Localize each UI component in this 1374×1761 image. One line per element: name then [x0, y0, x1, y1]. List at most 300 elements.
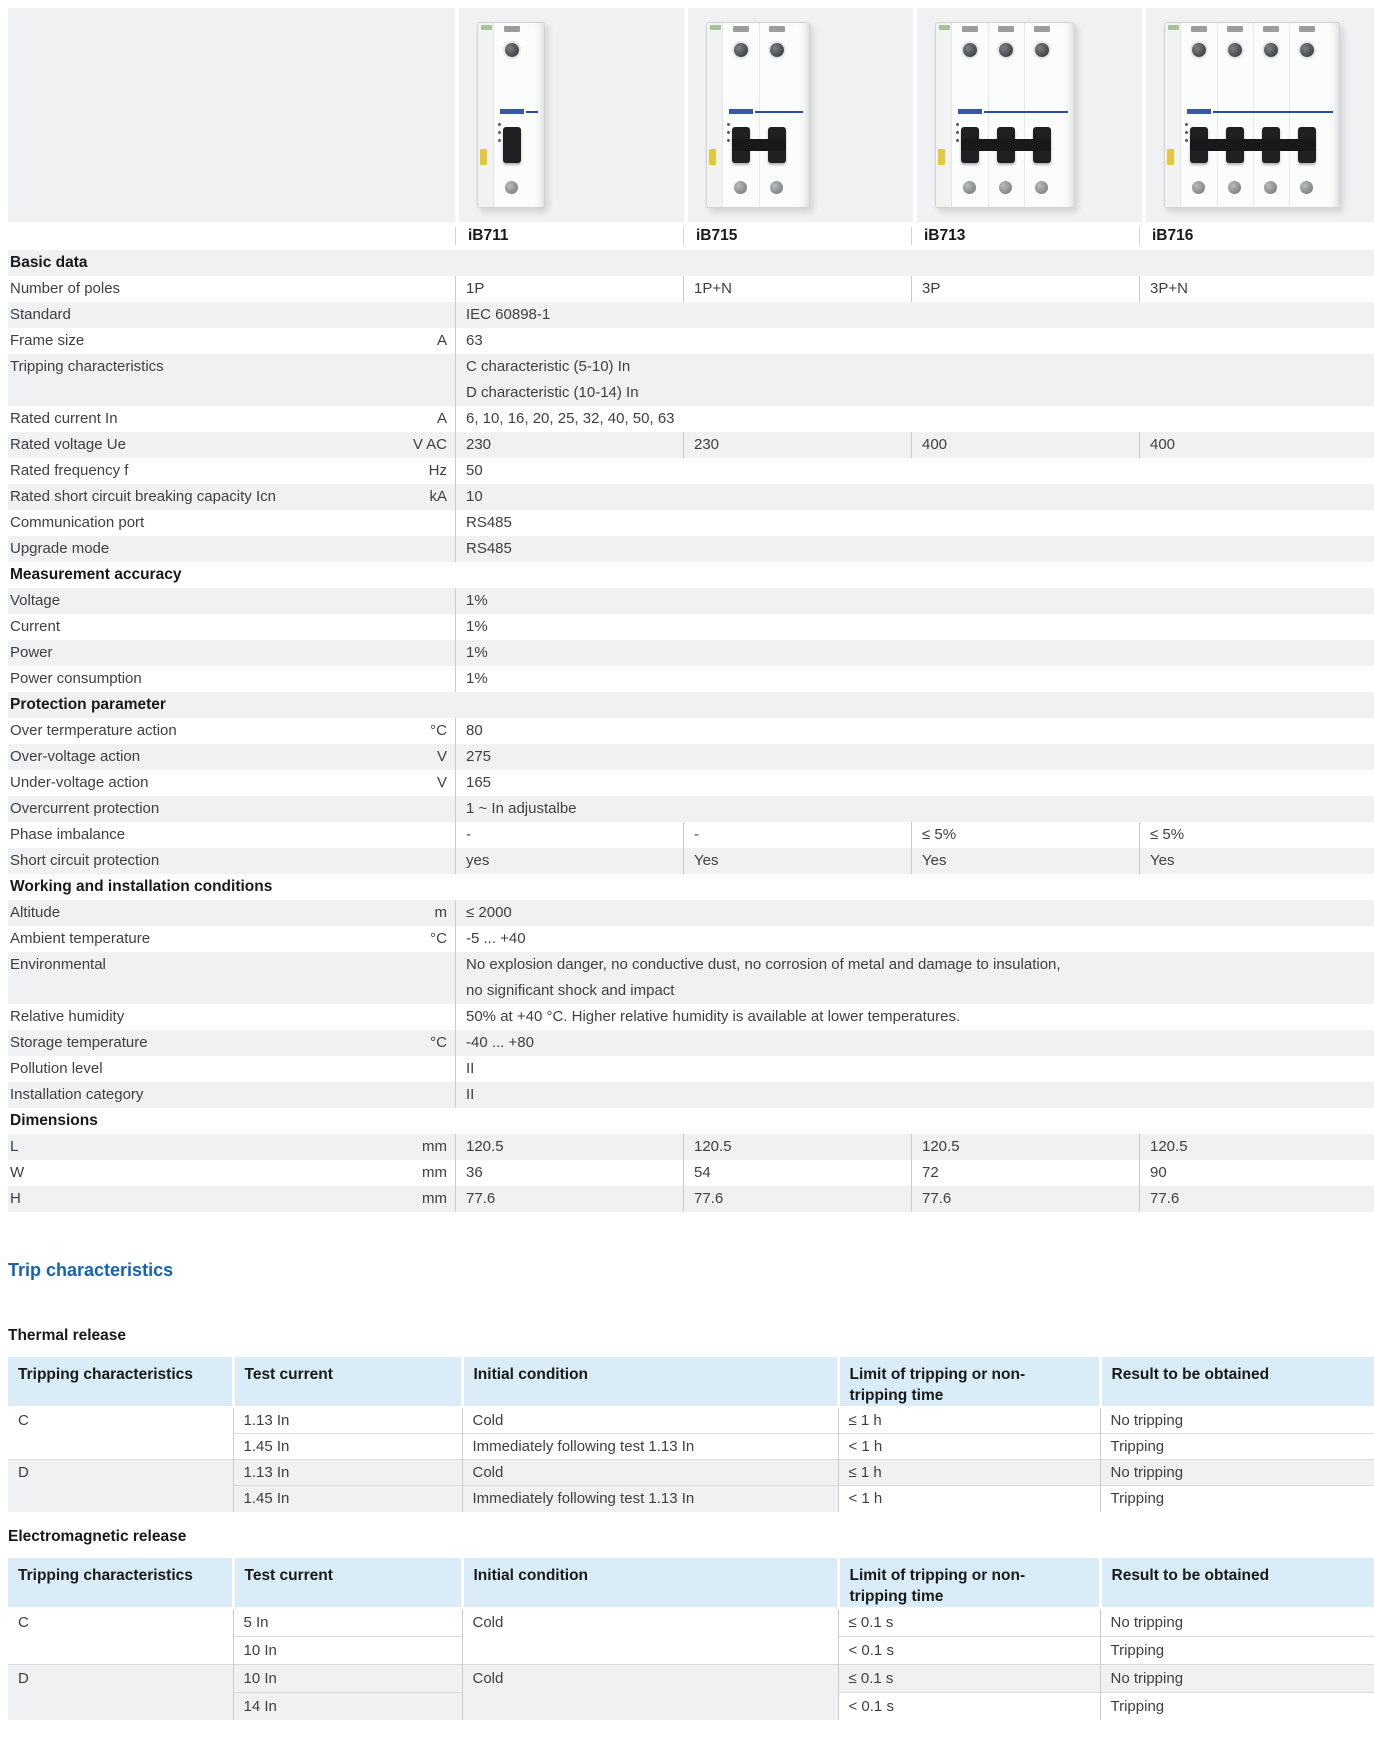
green-chip: [1168, 25, 1179, 30]
cell-test-current: 1.45 In: [233, 1434, 462, 1460]
section-header-filler: [455, 562, 1374, 588]
led-indicator: [956, 139, 959, 142]
terminal-screw-icon: [1264, 43, 1278, 57]
spec-value: RS485: [455, 536, 1374, 562]
table-header-row: [8, 1357, 1374, 1407]
spec-label: Number of poles: [10, 280, 121, 297]
thermal-release-label: Thermal release: [8, 1327, 127, 1344]
bottom-screw-icon: [734, 181, 747, 194]
spec-value: II: [455, 1056, 1374, 1082]
cell-initial-condition: Cold: [462, 1407, 838, 1434]
bottom-screw-icon: [1264, 181, 1277, 194]
spec-row: [8, 770, 1374, 796]
spec-row: [8, 666, 1374, 692]
spec-label: Tripping characteristics: [10, 358, 164, 375]
cell-result: No tripping: [1100, 1664, 1374, 1692]
yellow-tag: [709, 149, 716, 165]
spec-value: 77.6: [911, 1186, 1139, 1212]
module-separator: [1217, 23, 1218, 207]
spec-label-cell: [8, 692, 455, 718]
spec-value: 1P+N: [683, 276, 911, 302]
spec-value: 77.6: [1139, 1186, 1374, 1212]
spec-label-cell: [8, 718, 455, 744]
spec-unit: A: [436, 332, 447, 349]
section-header-row: [8, 562, 1374, 588]
spec-label: Upgrade mode: [10, 540, 110, 557]
blue-brand-line: [984, 111, 1068, 113]
spec-value: Yes: [911, 848, 1139, 874]
spec-unit: mm: [422, 1164, 447, 1181]
brand-logo: [958, 109, 982, 114]
spec-value: 120.5: [683, 1134, 911, 1160]
spec-value: yes: [455, 848, 683, 874]
cell-limit: ≤ 0.1 s: [838, 1608, 1100, 1637]
led-indicator: [498, 139, 501, 142]
spec-row: [8, 952, 1374, 1004]
cell-limit: ≤ 0.1 s: [838, 1664, 1100, 1692]
terminal-slot: [962, 26, 978, 32]
header-result: Result to be obtained: [1100, 1558, 1374, 1608]
cell-characteristic: C: [8, 1407, 233, 1460]
bottom-screw-icon: [505, 181, 518, 194]
table-row: [8, 1664, 1374, 1692]
spec-value: 77.6: [683, 1186, 911, 1212]
spec-label: Protection parameter: [10, 696, 166, 713]
cell-initial-condition: Immediately following test 1.13 In: [462, 1434, 838, 1460]
header-tripping-characteristics: Tripping characteristics: [8, 1558, 233, 1608]
bottom-screw-icon: [770, 181, 783, 194]
section-header-filler: [455, 692, 1374, 718]
cell-test-current: 14 In: [233, 1692, 462, 1720]
spec-row: [8, 406, 1374, 432]
product-image-cell-ib715: [688, 8, 913, 222]
green-chip: [481, 25, 492, 30]
spec-unit: V: [436, 748, 447, 765]
spec-label: Over-voltage action: [10, 748, 141, 765]
spec-row: [8, 458, 1374, 484]
spec-row: [8, 1056, 1374, 1082]
cell-characteristic: C: [8, 1608, 233, 1665]
toggle-link-bar: [961, 139, 1051, 151]
spec-value: 77.6: [455, 1186, 683, 1212]
header-limit-of-tripping: [838, 1357, 1100, 1407]
spec-label-cell: [8, 588, 455, 614]
cell-initial-condition: Cold: [462, 1664, 838, 1720]
section-header-filler: [455, 250, 1374, 276]
spec-label-cell: [8, 796, 455, 822]
breaker-side-panel: [707, 23, 723, 207]
header-limit-line1: Limit of tripping or non-: [849, 1366, 1026, 1383]
spec-row: [8, 614, 1374, 640]
spec-row: [8, 848, 1374, 874]
spec-row: [8, 796, 1374, 822]
spec-label: H: [10, 1190, 21, 1207]
terminal-slot: [1191, 26, 1207, 32]
product-photo: [935, 22, 1075, 208]
spec-label-cell: [8, 1134, 455, 1160]
product-name: iB711: [455, 227, 683, 245]
breaker-side-panel: [478, 23, 494, 207]
cell-initial-condition: Immediately following test 1.13 In: [462, 1486, 838, 1512]
spec-value: 230: [455, 432, 683, 458]
spec-label-cell: [8, 1056, 455, 1082]
header-limit-line2: tripping time: [849, 1387, 944, 1404]
thermal-release-table: [8, 1357, 1374, 1512]
spec-label-cell: [8, 250, 455, 276]
spec-row: [8, 276, 1374, 302]
spec-value: 1P: [455, 276, 683, 302]
spec-value: 1 ~ In adjustalbe: [455, 796, 1374, 822]
spec-unit: Hz: [428, 462, 447, 479]
spec-label-cell: [8, 432, 455, 458]
spec-value: 90: [1139, 1160, 1374, 1186]
breaker-side-panel: [936, 23, 952, 207]
terminal-screw-icon: [1192, 43, 1206, 57]
spec-label: Environmental: [10, 956, 106, 973]
spec-value-line: no significant shock and impact: [466, 982, 675, 999]
spec-value: 50: [455, 458, 1374, 484]
spec-unit: mm: [422, 1138, 447, 1155]
bottom-screw-icon: [963, 181, 976, 194]
table-row: [8, 1407, 1374, 1434]
terminal-slot: [1263, 26, 1279, 32]
spec-label: Altitude: [10, 904, 61, 921]
spec-row: [8, 484, 1374, 510]
switch-toggle: [503, 127, 521, 163]
bottom-screw-icon: [999, 181, 1012, 194]
led-indicator: [1185, 123, 1188, 126]
terminal-screw-icon: [505, 43, 519, 57]
cell-limit: ≤ 1 h: [838, 1407, 1100, 1434]
spec-row: [8, 1134, 1374, 1160]
terminal-slot: [998, 26, 1014, 32]
spec-label-cell: [8, 1160, 455, 1186]
spec-value: 36: [455, 1160, 683, 1186]
spec-row: [8, 926, 1374, 952]
spec-label-cell: [8, 1004, 455, 1030]
spec-row: [8, 822, 1374, 848]
electromagnetic-release-table: [8, 1558, 1374, 1721]
spec-value: 50% at +40 °C. Higher relative humidity is available at lower temperatures.: [455, 1004, 1374, 1030]
spec-unit: °C: [430, 930, 447, 947]
spec-label: W: [10, 1164, 25, 1181]
terminal-slot: [504, 26, 520, 32]
bottom-screw-icon: [1192, 181, 1205, 194]
cell-result: No tripping: [1100, 1608, 1374, 1637]
spec-label: Rated voltage Ue: [10, 436, 126, 453]
bottom-screw-icon: [1035, 181, 1048, 194]
product-photo: [706, 22, 810, 208]
spec-label: Rated current In: [10, 410, 118, 427]
cell-test-current: 10 In: [233, 1664, 462, 1692]
spec-label: Installation category: [10, 1086, 144, 1103]
product-photo: [477, 22, 545, 208]
spec-label: Power: [10, 644, 53, 661]
bottom-screw-icon: [1300, 181, 1313, 194]
header-test-current: Test current: [233, 1357, 462, 1407]
terminal-slot: [769, 26, 785, 32]
spec-value-line: No explosion danger, no conductive dust, no corrosion of metal and damage to insulation,: [466, 956, 1061, 973]
spec-label: Power consumption: [10, 670, 142, 687]
spec-unit: V AC: [412, 436, 447, 453]
led-indicator: [498, 131, 501, 134]
spec-value: 72: [911, 1160, 1139, 1186]
spec-value: 10: [455, 484, 1374, 510]
terminal-screw-icon: [1035, 43, 1049, 57]
spec-label-cell: [8, 458, 455, 484]
spec-label: L: [10, 1138, 19, 1155]
blue-brand-line: [1213, 111, 1333, 113]
spec-label-cell: [8, 354, 455, 406]
led-indicator: [1185, 139, 1188, 142]
spec-label: Relative humidity: [10, 1008, 125, 1025]
cell-test-current: 1.45 In: [233, 1486, 462, 1512]
spec-label-cell: [8, 1108, 455, 1134]
terminal-screw-icon: [1300, 43, 1314, 57]
spec-label-cell: [8, 822, 455, 848]
spec-row: [8, 640, 1374, 666]
toggle-link-bar: [1190, 139, 1316, 151]
product-image-cell-ib716: [1146, 8, 1374, 222]
spec-value-line: D characteristic (10-14) In: [466, 384, 639, 401]
cell-result: No tripping: [1100, 1407, 1374, 1434]
spec-value: [455, 354, 1374, 406]
spec-label: Under-voltage action: [10, 774, 149, 791]
spec-row: [8, 588, 1374, 614]
spec-row: [8, 1082, 1374, 1108]
bottom-screw-icon: [1228, 181, 1241, 194]
breaker-side-panel: [1165, 23, 1181, 207]
terminal-screw-icon: [1228, 43, 1242, 57]
spec-label: Dimensions: [10, 1112, 98, 1129]
led-indicator: [727, 131, 730, 134]
toggle-link-bar: [732, 139, 786, 151]
cell-limit: < 0.1 s: [838, 1636, 1100, 1664]
cell-characteristic: D: [8, 1664, 233, 1720]
cell-result: Tripping: [1100, 1636, 1374, 1664]
table-header-row: [8, 1558, 1374, 1608]
spec-label-cell: [8, 744, 455, 770]
spec-value: -: [683, 822, 911, 848]
spec-label: Measurement accuracy: [10, 566, 182, 583]
spec-label: Communication port: [10, 514, 145, 531]
header-initial-condition: Initial condition: [462, 1558, 838, 1608]
header-result: Result to be obtained: [1100, 1357, 1374, 1407]
spec-label-cell: [8, 406, 455, 432]
spec-value: 1%: [455, 588, 1374, 614]
spec-value: 63: [455, 328, 1374, 354]
spec-row: [8, 432, 1374, 458]
header-limit-line2: tripping time: [849, 1587, 944, 1605]
spec-label: Frame size: [10, 332, 85, 349]
spec-label: Rated frequency f: [10, 462, 129, 479]
section-header-row: [8, 250, 1374, 276]
spec-unit: V: [436, 774, 447, 791]
spec-label-cell: [8, 874, 455, 900]
table-row: [8, 1460, 1374, 1486]
spec-row: [8, 718, 1374, 744]
product-image-cell-ib713: [917, 8, 1142, 222]
led-indicator: [727, 139, 730, 142]
spec-value: [455, 952, 1374, 1004]
spec-value: 6, 10, 16, 20, 25, 32, 40, 50, 63: [455, 406, 1374, 432]
module-separator: [1024, 23, 1025, 207]
spec-label-cell: [8, 614, 455, 640]
header-test-current: Test current: [233, 1558, 462, 1608]
spec-label-cell: [8, 640, 455, 666]
spec-value: ≤ 5%: [1139, 822, 1374, 848]
led-indicator: [1185, 131, 1188, 134]
spec-row: [8, 1004, 1374, 1030]
spec-row: [8, 1160, 1374, 1186]
spec-row: [8, 536, 1374, 562]
spec-label-cell: [8, 952, 455, 1004]
module-separator: [988, 23, 989, 207]
header-limit-line1: Limit of tripping or non-: [849, 1566, 1026, 1584]
product-photo: [1164, 22, 1340, 208]
cell-limit: ≤ 1 h: [838, 1460, 1100, 1486]
spec-value: -40 ... +80: [455, 1030, 1374, 1056]
spec-label: Phase imbalance: [10, 826, 126, 843]
cell-test-current: 10 In: [233, 1636, 462, 1664]
header-tripping-characteristics: Tripping characteristics: [8, 1357, 233, 1407]
spec-label-cell: [8, 1030, 455, 1056]
spec-value: 400: [911, 432, 1139, 458]
spec-label-cell: [8, 328, 455, 354]
cell-limit: < 1 h: [838, 1486, 1100, 1512]
spec-value: 230: [683, 432, 911, 458]
cell-initial-condition: Cold: [462, 1460, 838, 1486]
cell-limit: < 1 h: [838, 1434, 1100, 1460]
header-initial-condition: Initial condition: [462, 1357, 838, 1407]
spec-label: Voltage: [10, 592, 61, 609]
spec-value: 54: [683, 1160, 911, 1186]
yellow-tag: [480, 149, 487, 165]
spec-unit: kA: [429, 488, 447, 505]
terminal-slot: [1034, 26, 1050, 32]
cell-limit: < 0.1 s: [838, 1692, 1100, 1720]
spec-label: Current: [10, 618, 61, 635]
product-name: iB713: [911, 227, 1139, 245]
spec-value: -5 ... +40: [455, 926, 1374, 952]
section-header-filler: [455, 1108, 1374, 1134]
spec-label-cell: [8, 848, 455, 874]
spec-label: Ambient temperature: [10, 930, 151, 947]
terminal-slot: [1299, 26, 1315, 32]
spec-label-cell: [8, 536, 455, 562]
led-indicator: [956, 123, 959, 126]
spec-row: [8, 900, 1374, 926]
spec-value: 120.5: [1139, 1134, 1374, 1160]
terminal-slot: [1227, 26, 1243, 32]
spec-row: [8, 328, 1374, 354]
module-separator: [1253, 23, 1254, 207]
cell-characteristic: D: [8, 1460, 233, 1512]
spec-label-cell: [8, 510, 455, 536]
section-header-row: [8, 874, 1374, 900]
cell-initial-condition: Cold: [462, 1608, 838, 1665]
electromagnetic-release-label: Electromagnetic release: [8, 1527, 187, 1545]
spec-unit: A: [436, 410, 447, 427]
cell-result: Tripping: [1100, 1434, 1374, 1460]
spec-value-line: C characteristic (5-10) In: [466, 358, 631, 375]
trip-characteristics-title: Trip characteristics: [8, 1260, 174, 1280]
blue-brand-line: [526, 111, 538, 113]
module-separator: [1289, 23, 1290, 207]
spec-row: [8, 302, 1374, 328]
spec-label: Working and installation conditions: [10, 878, 273, 895]
spec-label-cell: [8, 1186, 455, 1212]
cell-result: No tripping: [1100, 1460, 1374, 1486]
spec-value: Yes: [1139, 848, 1374, 874]
spec-value: 120.5: [455, 1134, 683, 1160]
module-separator: [759, 23, 760, 207]
cell-result: Tripping: [1100, 1692, 1374, 1720]
brand-logo: [1187, 109, 1211, 114]
spec-label-cell: [8, 484, 455, 510]
spec-label-cell: [8, 770, 455, 796]
spec-row: [8, 1030, 1374, 1056]
section-header-row: [8, 1108, 1374, 1134]
spec-value: 1%: [455, 666, 1374, 692]
spec-row: [8, 1186, 1374, 1212]
spec-value: 3P+N: [1139, 276, 1374, 302]
spec-label: Over termperature action: [10, 722, 177, 739]
cell-test-current: 1.13 In: [233, 1460, 462, 1486]
led-indicator: [727, 123, 730, 126]
spec-value: 165: [455, 770, 1374, 796]
terminal-screw-icon: [734, 43, 748, 57]
spec-value: ≤ 2000: [455, 900, 1374, 926]
spec-value: 400: [1139, 432, 1374, 458]
spec-value: 1%: [455, 614, 1374, 640]
spec-row: [8, 510, 1374, 536]
spec-row: [8, 354, 1374, 406]
spec-value: IEC 60898-1: [455, 302, 1374, 328]
yellow-tag: [938, 149, 945, 165]
image-band-left-block: [8, 8, 455, 222]
spec-label-cell: [8, 302, 455, 328]
section-header-filler: [455, 874, 1374, 900]
specification-table: [8, 250, 1374, 1212]
terminal-slot: [733, 26, 749, 32]
spec-unit: °C: [430, 1034, 447, 1051]
terminal-screw-icon: [770, 43, 784, 57]
section-header-row: [8, 692, 1374, 718]
header-limit-of-tripping: [838, 1558, 1100, 1608]
spec-label-cell: [8, 926, 455, 952]
product-image-cell-ib711: [459, 8, 684, 222]
spec-value: 1%: [455, 640, 1374, 666]
cell-test-current: 1.13 In: [233, 1407, 462, 1434]
spec-unit: m: [434, 904, 447, 921]
spec-value: Yes: [683, 848, 911, 874]
spec-label: Short circuit protection: [10, 852, 160, 869]
brand-logo: [729, 109, 753, 114]
terminal-screw-icon: [963, 43, 977, 57]
terminal-screw-icon: [999, 43, 1013, 57]
spec-unit: °C: [430, 722, 447, 739]
spec-label-cell: [8, 1082, 455, 1108]
spec-value: II: [455, 1082, 1374, 1108]
yellow-tag: [1167, 149, 1174, 165]
cell-result: Tripping: [1100, 1486, 1374, 1512]
spec-label: Overcurrent protection: [10, 800, 160, 817]
product-name-row: [8, 222, 1374, 250]
spec-label: Standard: [10, 306, 71, 323]
green-chip: [939, 25, 950, 30]
spec-label-cell: [8, 562, 455, 588]
